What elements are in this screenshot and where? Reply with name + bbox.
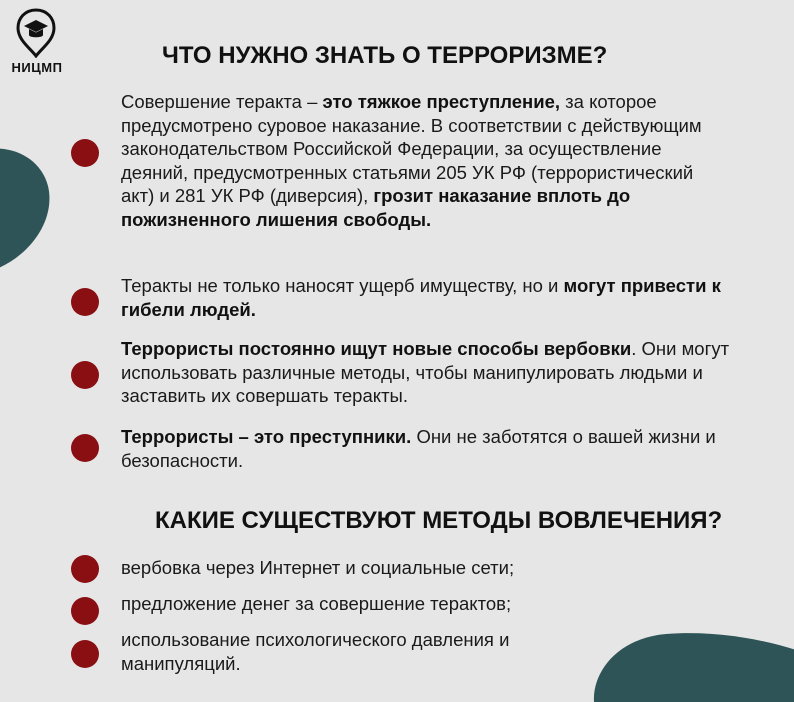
text-segment: . Они могут использовать различные методы, чтобы манипулировать людьми и заставить их совершать теракты.	[121, 338, 730, 406]
bullet-marker	[71, 555, 99, 583]
section-title-methods: КАКИЕ СУЩЕСТВУЮТ МЕТОДЫ ВОВЛЕЧЕНИЯ?	[155, 507, 723, 534]
graduation-cap-pin-icon	[16, 8, 56, 58]
logo	[6, 8, 68, 78]
text-segment-bold: Террористы постоянно ищут новые способы вербовки	[121, 338, 632, 359]
text-segment: Совершение теракта –	[121, 91, 323, 112]
list-item-recruitment	[121, 337, 731, 408]
section-title-terrorism: ЧТО НУЖНО ЗНАТЬ О ТЕРРОРИЗМЕ?	[162, 42, 608, 69]
text-segment-bold: могут привести к гибели людей.	[121, 275, 721, 320]
text-segment: Теракты не только наносят ущерб имуществу, но и	[121, 275, 564, 296]
list-item-criminals	[121, 425, 731, 472]
text-segment-bold: это тяжкое преступление,	[322, 91, 561, 112]
list-item-method: использование психологического давления и манипуляций.	[121, 629, 510, 674]
list-item-method: предложение денег за совершение терактов;	[121, 593, 512, 614]
text-segment: Они не заботятся о вашей жизни и безопасности.	[121, 426, 716, 471]
bullet-marker	[71, 597, 99, 625]
logo-text: НИЦМП	[11, 60, 63, 75]
text-segment-bold: Террористы – это преступники.	[121, 426, 412, 447]
text-segment-bold: грозит наказание вплоть до пожизненного лишения свободы.	[121, 185, 631, 230]
text-segment: за которое предусмотрено суровое наказание. В соответствии с действующим законодательством Российской Федерации, за осуществление деяний, предусмотренных статьями 205 УК РФ (террористический акт) и 281 УК РФ (диверсия),	[121, 91, 702, 206]
list-item-damage	[121, 274, 731, 321]
decorative-blob-right	[588, 632, 794, 702]
bullet-marker	[71, 288, 99, 316]
bullet-marker	[71, 361, 99, 389]
decorative-blob-left	[0, 138, 52, 276]
bullet-marker	[71, 139, 99, 167]
bullet-marker	[71, 640, 99, 668]
list-item-method: вербовка через Интернет и социальные сети;	[121, 557, 515, 578]
bullet-marker	[71, 434, 99, 462]
list-item-punishment	[121, 90, 731, 231]
